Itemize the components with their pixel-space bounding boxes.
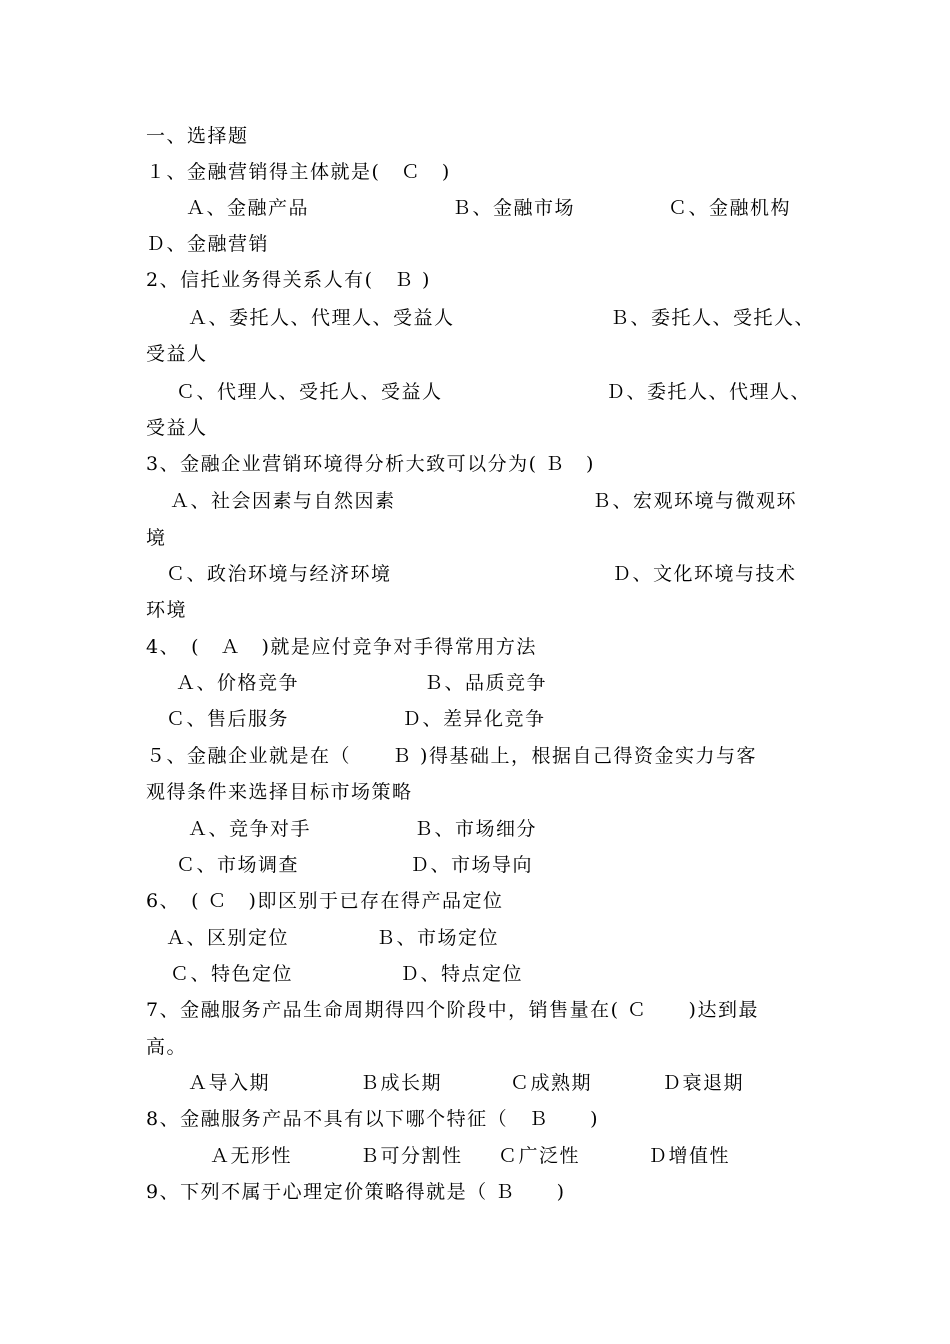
q2-option-d-cont: 受益人 xyxy=(146,417,208,439)
q6-option-d: Ｄ、特点定位 xyxy=(400,963,524,985)
q4-option-a: Ａ、价格竞争 xyxy=(176,672,300,694)
q1-option-d: Ｄ、金融营销 xyxy=(146,233,270,255)
q1-option-a: Ａ、金融产品 xyxy=(186,197,310,219)
q7-option-d: Ｄ衰退期 xyxy=(662,1072,745,1094)
q6-option-c: Ｃ、特色定位 xyxy=(170,963,294,985)
q5-option-c: Ｃ、市场调查 xyxy=(176,854,300,876)
q3-option-d: Ｄ、文化环境与技术 xyxy=(612,563,797,585)
question-7-stem-cont: 高。 xyxy=(146,1036,188,1058)
q2-option-c: Ｃ、代理人、受托人、受益人 xyxy=(176,381,443,403)
q2-option-b-cont: 受益人 xyxy=(146,343,208,365)
section-title: 一、选择题 xyxy=(146,125,249,147)
q3-option-b: Ｂ、宏观环境与微观环 xyxy=(592,490,798,512)
q6-option-a: Ａ、区别定位 xyxy=(166,927,290,949)
question-7-stem: 7、金融服务产品生命周期得四个阶段中，销售量在( Ｃ )达到最 xyxy=(146,999,759,1021)
question-5-stem: ５、金融企业就是在（ Ｂ )得基础上，根据自己得资金实力与客 xyxy=(146,745,757,767)
q1-option-b: Ｂ、金融市场 xyxy=(452,197,576,219)
question-2-stem: 2、信托业务得关系人有( Ｂ ) xyxy=(146,269,431,291)
question-4-stem: 4、 ( Ａ )就是应付竞争对手得常用方法 xyxy=(146,636,537,658)
q4-option-c: Ｃ、售后服务 xyxy=(166,708,290,730)
question-1-stem: １、金融营销得主体就是( Ｃ ) xyxy=(146,161,451,183)
q7-option-a: Ａ导入期 xyxy=(188,1072,271,1094)
question-8-stem: 8、金融服务产品不具有以下哪个特征（ Ｂ ) xyxy=(146,1108,600,1130)
q3-option-a: Ａ、社会因素与自然因素 xyxy=(170,490,396,512)
q4-option-d: Ｄ、差异化竞争 xyxy=(402,708,546,730)
question-3-stem: 3、金融企业营销环境得分析大致可以分为( Ｂ ) xyxy=(146,453,595,475)
q3-option-b-cont: 境 xyxy=(146,527,167,549)
question-9-stem: 9、下列不属于心理定价策略得就是（ Ｂ ) xyxy=(146,1181,566,1203)
q7-option-b: Ｂ成长期 xyxy=(360,1072,443,1094)
q2-option-a: Ａ、委托人、代理人、受益人 xyxy=(188,307,455,329)
q8-option-c: Ｃ广泛性 xyxy=(498,1145,581,1167)
q1-option-c: Ｃ、金融机构 xyxy=(668,197,792,219)
q8-option-d: Ｄ增值性 xyxy=(648,1145,731,1167)
q5-option-a: Ａ、竞争对手 xyxy=(188,818,312,840)
q2-option-d: Ｄ、委托人、代理人、 xyxy=(606,381,812,403)
q5-option-b: Ｂ、市场细分 xyxy=(414,818,538,840)
question-6-stem: 6、 ( Ｃ )即区别于已存在得产品定位 xyxy=(146,890,504,912)
q6-option-b: Ｂ、市场定位 xyxy=(376,927,500,949)
q7-option-c: Ｃ成熟期 xyxy=(510,1072,593,1094)
q4-option-b: Ｂ、品质竞争 xyxy=(424,672,548,694)
q2-option-b: Ｂ、委托人、受托人、 xyxy=(610,307,816,329)
q3-option-c: Ｃ、政治环境与经济环境 xyxy=(166,563,392,585)
q3-option-d-cont: 环境 xyxy=(146,599,188,621)
q8-option-a: Ａ无形性 xyxy=(210,1145,293,1167)
q8-option-b: Ｂ可分割性 xyxy=(360,1145,463,1167)
q5-option-d: Ｄ、市场导向 xyxy=(410,854,534,876)
question-5-stem-cont: 观得条件来选择目标市场策略 xyxy=(146,781,413,803)
